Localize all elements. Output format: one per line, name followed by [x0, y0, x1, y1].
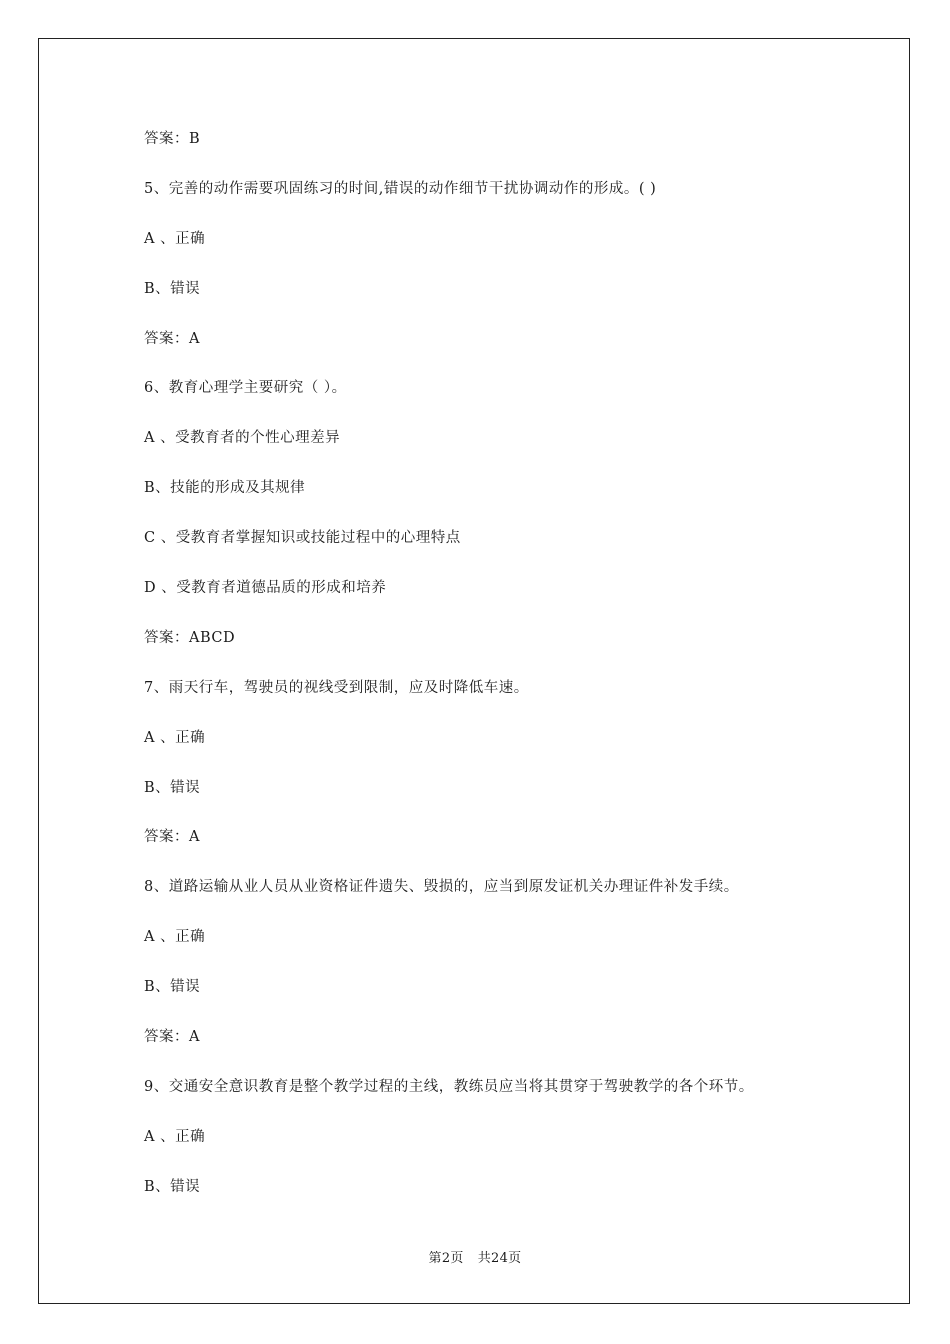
answer-line: 答案：A	[144, 1029, 200, 1046]
answer-line: 答案：A	[144, 829, 200, 846]
question-6: 6、教育心理学主要研究（ ）。	[144, 380, 347, 397]
option-a: A 、正确	[144, 929, 206, 946]
option-a: A 、正确	[144, 1128, 206, 1145]
document-body	[144, 128, 864, 1226]
option-b: B、技能的形成及其规律	[144, 480, 306, 497]
answer-line: 答案：B	[144, 131, 201, 147]
question-5: 5、完善的动作需要巩固练习的时间,错误的动作细节干扰协调动作的形成。( )	[144, 180, 657, 197]
question-9: 9、交通安全意识教育是整个教学过程的主线，教练员应当将其贯穿于驾驶教学的各个环节。	[144, 1078, 754, 1095]
question-7: 7、雨天行车，驾驶员的视线受到限制，应及时降低车速。	[144, 679, 529, 696]
option-b: B、错误	[144, 779, 201, 796]
question-8: 8、道路运输从业人员从业资格证件遗失、毁损的，应当到原发证机关办理证件补发手续。	[144, 879, 739, 896]
option-a: A 、受教育者的个性心理差异	[144, 430, 341, 447]
page-number: 第2页	[428, 1251, 464, 1266]
answer-line: 答案：ABCD	[144, 629, 236, 646]
option-a: A 、正确	[144, 729, 206, 746]
option-d: D 、受教育者道德品质的形成和培养	[144, 580, 387, 597]
option-b: B、错误	[144, 1178, 201, 1195]
option-b: B、错误	[144, 979, 201, 996]
option-b: B、错误	[144, 280, 201, 297]
answer-line: 答案：A	[144, 330, 200, 347]
page-total: 共24页	[477, 1251, 522, 1266]
page-footer	[0, 1247, 950, 1266]
option-a: A 、正确	[144, 230, 206, 247]
option-c: C 、受教育者掌握知识或技能过程中的心理特点	[144, 530, 461, 547]
